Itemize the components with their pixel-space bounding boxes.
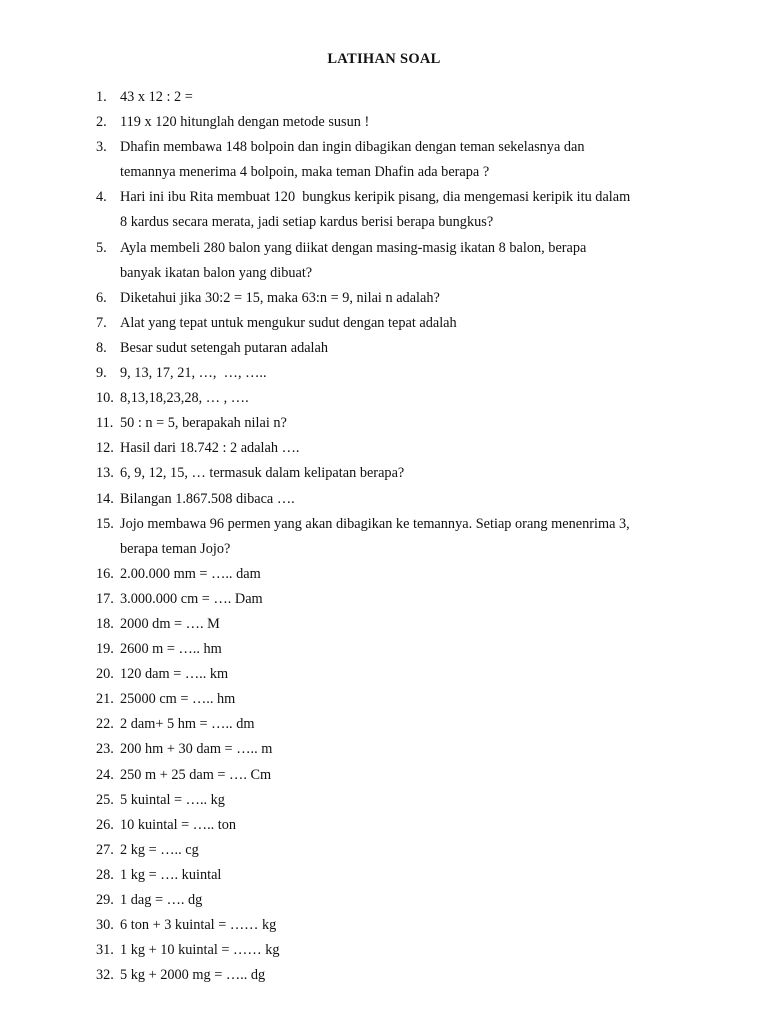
question-6 xyxy=(96,286,696,311)
question-number: 15. xyxy=(96,515,114,532)
question-text-line: Hasil dari 18.742 : 2 adalah …. xyxy=(120,440,300,457)
question-number: 1. xyxy=(96,89,107,105)
question-25 xyxy=(96,788,696,813)
question-number: 22. xyxy=(96,716,114,733)
question-text-line: 3.000.000 cm = …. Dam xyxy=(120,590,263,607)
question-number: 2. xyxy=(96,114,107,131)
question-19 xyxy=(96,637,696,662)
question-text-line: 2000 dm = …. M xyxy=(120,615,220,632)
question-number: 5. xyxy=(96,239,107,256)
question-text-line: 6, 9, 12, 15, … termasuk dalam kelipatan berapa? xyxy=(120,465,405,482)
question-4 xyxy=(96,185,696,235)
question-text-line: 1 kg + 10 kuintal = …… kg xyxy=(120,942,280,959)
question-32 xyxy=(96,963,696,988)
question-18 xyxy=(96,612,696,637)
question-number: 11. xyxy=(96,415,114,432)
question-number: 28. xyxy=(96,866,114,883)
question-9 xyxy=(96,361,696,386)
question-number: 17. xyxy=(96,590,114,607)
question-text-line: Ayla membeli 280 balon yang diikat dengan masing-masig ikatan 8 balon, berapa xyxy=(120,239,587,256)
question-text-line: 120 dam = ….. km xyxy=(120,666,229,683)
question-text-line: Dhafin membawa 148 bolpoin dan ingin dibagikan dengan teman sekelasnya dan xyxy=(120,139,585,156)
question-13 xyxy=(96,461,696,486)
question-number: 10. xyxy=(96,390,114,407)
question-23 xyxy=(96,737,696,762)
question-17 xyxy=(96,587,696,612)
question-24 xyxy=(96,763,696,788)
question-text-line: 119 x 120 hitunglah dengan metode susun ! xyxy=(120,114,370,131)
question-number: 8. xyxy=(96,339,107,356)
question-3 xyxy=(96,135,696,185)
question-21 xyxy=(96,687,696,712)
question-28 xyxy=(96,863,696,888)
question-text-line: 5 kg + 2000 mg = ….. dg xyxy=(120,967,266,984)
question-number: 20. xyxy=(96,666,114,683)
question-number: 26. xyxy=(96,816,114,833)
question-text-line: 8,13,18,23,28, … , …. xyxy=(120,390,249,407)
question-number: 25. xyxy=(96,791,114,808)
question-30 xyxy=(96,913,696,938)
question-5 xyxy=(96,236,696,286)
question-number: 7. xyxy=(96,314,107,331)
question-text-line: berapa teman Jojo? xyxy=(120,540,231,557)
question-list xyxy=(96,85,696,988)
question-text-line: 2 kg = ….. cg xyxy=(120,841,199,858)
question-text-line: Jojo membawa 96 permen yang akan dibagikan ke temannya. Setiap orang menenrima 3, xyxy=(120,515,630,532)
question-text-line: Hari ini ibu Rita membuat 120 bungkus keripik pisang, dia mengemasi keripik itu dalam xyxy=(120,189,631,206)
question-text-line: Besar sudut setengah putaran adalah xyxy=(120,339,329,356)
question-text-line: Alat yang tepat untuk mengukur sudut dengan tepat adalah xyxy=(120,314,457,331)
question-text-line: 2 dam+ 5 hm = ….. dm xyxy=(120,716,255,733)
question-text-line: 200 hm + 30 dam = ….. m xyxy=(120,741,273,758)
page-title: LATIHAN SOAL xyxy=(327,51,441,67)
question-text-line: 5 kuintal = ….. kg xyxy=(120,791,225,808)
question-2 xyxy=(96,110,696,135)
question-7 xyxy=(96,311,696,336)
question-number: 9. xyxy=(96,365,107,382)
question-26 xyxy=(96,813,696,838)
question-20 xyxy=(96,662,696,687)
question-number: 32. xyxy=(96,967,114,984)
question-number: 4. xyxy=(96,189,107,206)
question-text-line: 1 kg = …. kuintal xyxy=(120,866,222,883)
question-15 xyxy=(96,512,696,562)
question-22 xyxy=(96,712,696,737)
question-27 xyxy=(96,838,696,863)
question-text-line: Bilangan 1.867.508 dibaca …. xyxy=(120,490,295,507)
question-text-line: 25000 cm = ….. hm xyxy=(120,691,236,708)
question-text-line: 9, 13, 17, 21, …, …, ….. xyxy=(120,365,267,382)
question-number: 6. xyxy=(96,289,107,306)
question-number: 21. xyxy=(96,691,114,708)
question-number: 23. xyxy=(96,741,114,758)
question-text-line: 8 kardus secara merata, jadi setiap kardus berisi berapa bungkus? xyxy=(120,214,494,231)
question-text-line: temannya menerima 4 bolpoin, maka teman Dhafin ada berapa ? xyxy=(120,164,490,181)
question-number: 18. xyxy=(96,615,114,632)
question-number: 12. xyxy=(96,440,114,457)
question-text-line: 43 x 12 : 2 = xyxy=(120,89,193,105)
question-text-line: 50 : n = 5, berapakah nilai n? xyxy=(120,415,287,432)
question-number: 16. xyxy=(96,565,114,582)
question-text-line: 1 dag = …. dg xyxy=(120,892,203,908)
question-31 xyxy=(96,938,696,963)
question-text-line: 10 kuintal = ….. ton xyxy=(120,816,237,833)
question-29 xyxy=(96,888,696,913)
question-8 xyxy=(96,336,696,361)
question-number: 31. xyxy=(96,942,114,959)
question-10 xyxy=(96,386,696,411)
question-text-line: Diketahui jika 30:2 = 15, maka 63:n = 9, nilai n adalah? xyxy=(120,289,440,306)
question-text-line: 2600 m = ….. hm xyxy=(120,641,222,658)
question-number: 27. xyxy=(96,841,114,858)
question-14 xyxy=(96,487,696,512)
question-12 xyxy=(96,436,696,461)
question-number: 13. xyxy=(96,465,114,482)
question-number: 3. xyxy=(96,139,107,156)
question-1 xyxy=(96,85,696,110)
question-text-line: banyak ikatan balon yang dibuat? xyxy=(120,264,313,281)
question-11 xyxy=(96,411,696,436)
question-number: 30. xyxy=(96,917,114,934)
question-text-line: 250 m + 25 dam = …. Cm xyxy=(120,766,272,783)
question-16 xyxy=(96,562,696,587)
question-number: 14. xyxy=(96,490,114,507)
question-number: 24. xyxy=(96,766,114,783)
question-text-line: 2.00.000 mm = ….. dam xyxy=(120,565,261,582)
question-number: 19. xyxy=(96,641,114,658)
question-text-line: 6 ton + 3 kuintal = …… kg xyxy=(120,917,277,934)
question-number: 29. xyxy=(96,892,114,908)
